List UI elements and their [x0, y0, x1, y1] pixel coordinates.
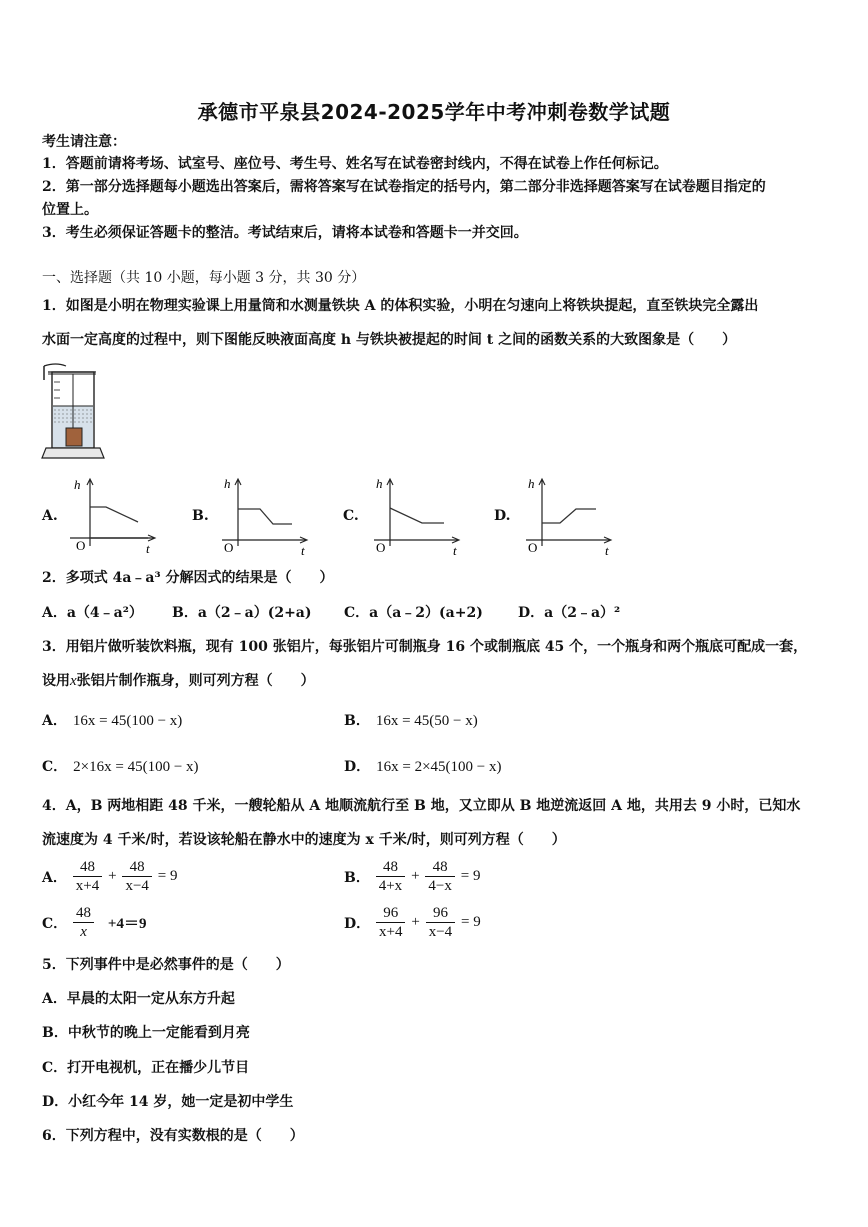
question-6-text: 6．下列方程中，没有实数根的是（ ）: [42, 1128, 304, 1144]
question-5-text: 5．下列事件中是必然事件的是（ ）: [42, 957, 290, 973]
q1-graph-a: [66, 476, 166, 558]
q5-option-a: A．早晨的太阳一定从东方升起: [42, 991, 235, 1007]
notice-heading: 考生请注意：: [42, 134, 126, 150]
q2-option-c: C．a（a﹣2）(a+2): [344, 605, 483, 621]
notice-item: 2．第一部分选择题每小题选出答案后，需将答案写在试卷指定的括号内，第二部分非选择题答案写在试卷题目指定的: [42, 179, 766, 195]
q4-option-b: B． $\frac{48}{4+x}$ + $\frac{48}{4-x}$ = 9: [344, 859, 481, 894]
question-2-text: 2．多项式 4a﹣a³ 分解因式的结果是（ ）: [42, 570, 334, 586]
q3-option-d: D． 16x = 2×45(100 − x): [344, 759, 502, 775]
section-heading: 一、选择题（共 10 小题，每小题 3 分，共 30 分）: [42, 270, 366, 286]
svg-text:t: t: [605, 543, 609, 558]
notice-item: 3．考生必须保证答题卡的整洁。考试结束后，请将本试卷和答题卡一并交回。: [42, 225, 528, 241]
q1-graph-b: [218, 476, 318, 558]
svg-text:h: h: [224, 476, 231, 491]
svg-text:t: t: [301, 543, 305, 558]
svg-text:h: h: [528, 476, 535, 491]
q1-graph-d: [522, 476, 622, 558]
svg-text:O: O: [224, 540, 234, 555]
page-title: 承德市平泉县2024-2025学年中考冲刺卷数学试题: [197, 100, 671, 124]
question-1-text: 1．如图是小明在物理实验课上用量筒和水测量铁块 A 的体积实验，小明在匀速向上将铁块提起，直至铁块完全露出: [42, 298, 759, 314]
q1-option-c-label: C.: [343, 508, 359, 524]
q5-option-b: B．中秋节的晚上一定能看到月亮: [42, 1025, 250, 1041]
q5-option-c: C．打开电视机，正在播少儿节目: [42, 1060, 250, 1076]
q3-option-c: C． 2×16x = 45(100 − x): [42, 759, 199, 775]
q3-option-a: A． 16x = 45(100 − x): [42, 713, 183, 729]
question-4-text: 流速度为 4 千米/时，若设该轮船在静水中的速度为 x 千米/时，则可列方程（ ）: [42, 832, 566, 848]
q1-option-d-label: D.: [494, 508, 511, 524]
svg-text:h: h: [376, 476, 383, 491]
question-1-text: 水面一定高度的过程中，则下图能反映液面高度 h 与铁块被提起的时间 t 之间的函数关系的大致图象是（ ）: [42, 332, 737, 348]
question-3-text: 设用x张铝片制作瓶身，则可列方程（ ）: [42, 673, 315, 689]
q4-option-d: D． $\frac{96}{x+4}$ + $\frac{96}{x-4}$ = 9: [344, 905, 481, 940]
svg-text:O: O: [376, 540, 386, 555]
question-4-text: 4．A，B 两地相距 48 千米，一艘轮船从 A 地顺流航行至 B 地，又立即从 B 地逆流返回 A 地，共用去 9 小时，已知水: [42, 798, 801, 814]
notice-item: 1．答题前请将考场、试室号、座位号、考生号、姓名写在试卷密封线内，不得在试卷上作任何标记。: [42, 156, 668, 172]
q1-option-a-label: A.: [42, 508, 58, 524]
q2-option-a: A．a（4﹣a²）: [42, 605, 143, 621]
q2-option-d: D．a（2﹣a）²: [518, 605, 621, 621]
q3-option-b: B． 16x = 45(50 − x): [344, 713, 478, 729]
q2-option-b: B．a（2﹣a）(2+a): [172, 605, 312, 621]
cylinder-figure: [40, 362, 108, 464]
svg-text:O: O: [528, 540, 538, 555]
q5-option-d: D．小红今年 14 岁，她一定是初中学生: [42, 1094, 294, 1110]
q1-graph-c: [370, 476, 470, 558]
axis-h-label: h: [74, 477, 81, 492]
q4-option-a: A． $\frac{48}{x+4}$ + $\frac{48}{x-4}$ = 9: [42, 859, 178, 894]
question-3-text: 3．用铝片做听装饮料瓶，现有 100 张铝片，每张铝片可制瓶身 16 个或制瓶底 45 个，一个瓶身和两个瓶底可配成一套，: [42, 639, 808, 655]
axis-t-label: t: [146, 541, 150, 556]
svg-text:t: t: [453, 543, 457, 558]
origin-label: O: [76, 538, 86, 553]
q4-option-c: C． $\frac{48}{x}$ +4＝9: [42, 905, 147, 940]
q1-option-b-label: B.: [192, 508, 209, 524]
notice-item: 位置上。: [42, 202, 98, 218]
